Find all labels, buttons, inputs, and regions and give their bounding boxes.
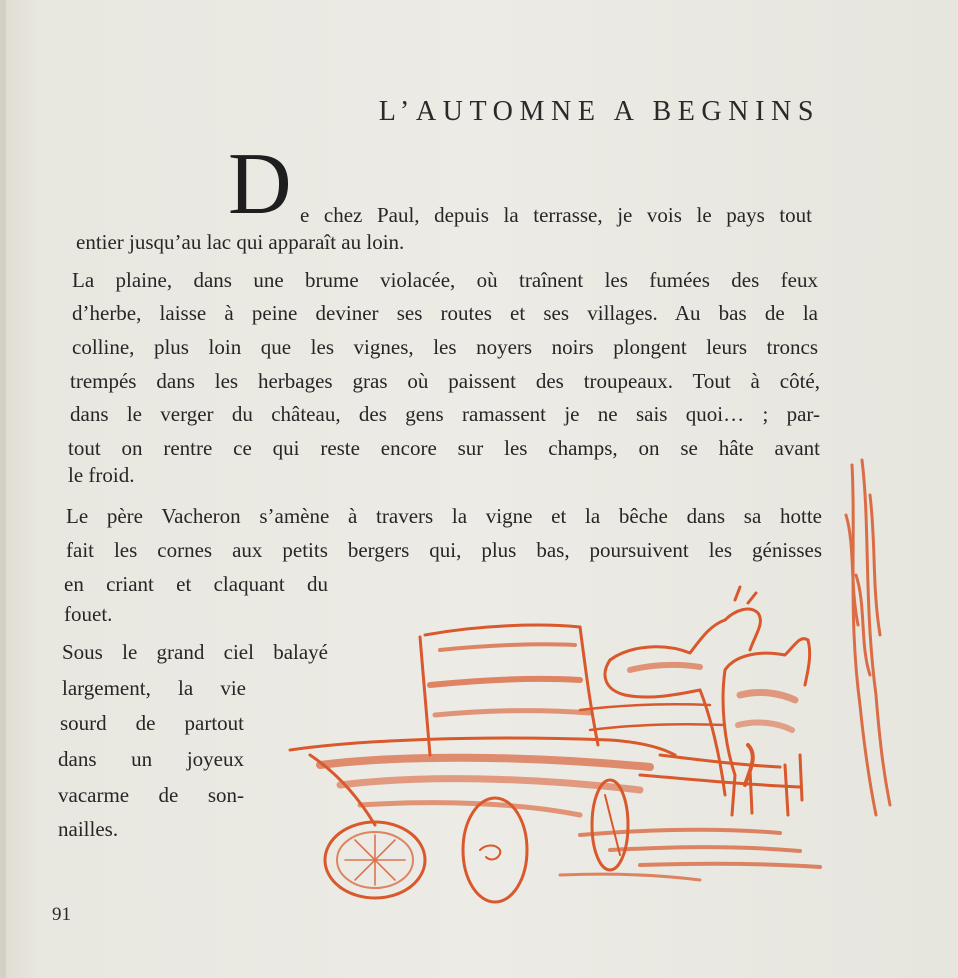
- drop-cap: D: [228, 136, 292, 233]
- cart-wheel-rear: [592, 780, 628, 870]
- text-line: d’herbe, laisse à peine deviner ses routes et ses villages. Au bas de la: [72, 301, 818, 325]
- cart-and-horses-illustration: [280, 455, 920, 925]
- page-gutter-edge: [0, 0, 6, 978]
- text-line: Sous le grand ciel balayé: [62, 640, 328, 664]
- horse-sketch-front: [723, 639, 810, 815]
- text-line: dans un joyeux: [58, 747, 244, 771]
- text-line: tout on rentre ce qui reste encore sur les champs, on se hâte avant: [68, 436, 820, 460]
- text-line: en criant et claquant du: [64, 572, 328, 596]
- text-line: vacarme de son-: [58, 783, 244, 807]
- tree-sketch: [846, 460, 890, 815]
- text-line: fouet.: [64, 602, 113, 626]
- text-line: colline, plus loin que les vignes, les noyers noirs plongent leurs troncs: [72, 335, 818, 359]
- text-line: trempés dans les herbages gras où paissent des troupeaux. Tout à côté,: [70, 369, 820, 393]
- text-line: Le père Vacheron s’amène à travers la vigne et la bêche dans sa hotte: [66, 504, 822, 528]
- text-line: La plaine, dans une brume violacée, où traînent les fumées des feux: [72, 268, 818, 292]
- text-line: le froid.: [68, 463, 135, 487]
- text-line: fait les cornes aux petits bergers qui, plus bas, poursuivent les génisses: [66, 538, 822, 562]
- chapter-title: L’AUTOMNE A BEGNINS: [378, 96, 820, 127]
- text-line: sourd de partout: [60, 711, 244, 735]
- cart-wheel-front: [325, 822, 425, 898]
- cart-canopy: [420, 625, 598, 755]
- text-line: largement, la vie: [62, 676, 246, 700]
- text-line: nailles.: [58, 817, 119, 841]
- ground-strokes: [560, 830, 820, 880]
- page-number: 91: [52, 904, 71, 925]
- text-line: dans le verger du château, des gens ramassent je ne sais quoi… ; par-: [70, 402, 820, 426]
- text-line: e chez Paul, depuis la terrasse, je vois le pays tout: [300, 203, 812, 227]
- cart-wheel-middle: [463, 798, 527, 902]
- cart-shafts: [580, 704, 725, 730]
- text-line: entier jusqu’au lac qui apparaît au loin.: [76, 230, 405, 254]
